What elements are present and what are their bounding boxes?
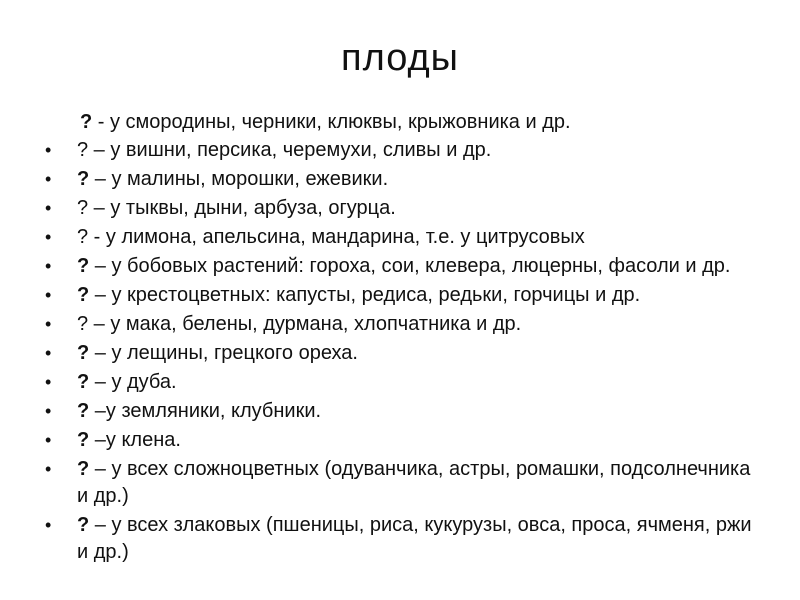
question-mark: ?	[77, 371, 90, 393]
question-mark: ?	[77, 255, 90, 277]
question-mark: ?	[77, 197, 89, 219]
bullet-dot-icon: •	[45, 256, 52, 276]
bullet-dot-icon: •	[45, 430, 52, 450]
question-mark: ?	[77, 458, 90, 480]
bullet-item	[44, 311, 764, 338]
bullet-item	[44, 369, 764, 396]
bullet-item	[44, 340, 764, 367]
bullet-dot-icon: •	[45, 343, 52, 363]
question-mark: ?	[77, 429, 90, 451]
question-mark: ?	[77, 139, 89, 161]
bullet-item	[44, 282, 764, 309]
bullet-item	[44, 137, 764, 164]
bullet-dot-icon: •	[45, 401, 52, 421]
question-mark: ?	[77, 342, 90, 364]
bullet-dot-icon: •	[45, 169, 52, 189]
lead-line	[80, 108, 571, 137]
bullet-dot-icon: •	[45, 314, 52, 334]
bullet-text: – у лещины, грецкого ореха.	[89, 342, 358, 364]
bullet-text: - у лимона, апельсина, мандарина, т.е. у цитрусовых	[88, 226, 585, 248]
bullet-item	[44, 427, 764, 454]
bullet-text: –у земляники, клубники.	[89, 400, 322, 422]
bullet-dot-icon: •	[45, 459, 52, 479]
bullet-text: – у вишни, персика, черемухи, сливы и др.	[88, 139, 492, 161]
question-mark: ?	[77, 168, 90, 190]
bullet-dot-icon: •	[45, 198, 52, 218]
question-mark: ?	[80, 111, 93, 133]
bullet-text: – у тыквы, дыни, арбуза, огурца.	[88, 197, 396, 219]
bullet-text: – у крестоцветных: капусты, редиса, редьки, горчицы и др.	[89, 284, 641, 306]
bullet-text: – у малины, морошки, ежевики.	[89, 168, 389, 190]
bullet-dot-icon: •	[45, 515, 52, 535]
bullet-item	[44, 398, 764, 425]
question-mark: ?	[77, 400, 90, 422]
bullet-text: –у клена.	[89, 429, 181, 451]
bullet-dot-icon: •	[45, 140, 52, 160]
bullet-item	[44, 456, 764, 510]
bullet-dot-icon: •	[45, 285, 52, 305]
bullet-item	[44, 166, 764, 193]
bullet-item	[44, 224, 764, 251]
question-mark: ?	[77, 284, 90, 306]
slide-title: плоды	[341, 37, 459, 79]
bullet-text: – у дуба.	[89, 371, 177, 393]
question-mark: ?	[77, 313, 89, 335]
question-mark: ?	[77, 514, 90, 536]
lead-text: - у смородины, черники, клюквы, крыжовника и др.	[92, 111, 571, 133]
bullet-text: – у бобовых растений: гороха, сои, клевера, люцерны, фасоли и др.	[89, 255, 731, 277]
bullet-dot-icon: •	[45, 372, 52, 392]
bullet-dot-icon: •	[45, 227, 52, 247]
bullet-item	[44, 512, 764, 566]
bullet-text: – у всех сложноцветных (одуванчика, астры, ромашки, подсолнечника и др.)	[77, 458, 751, 507]
bullet-text: – у всех злаковых (пшеницы, риса, кукурузы, овса, проса, ячменя, ржи и др.)	[77, 514, 752, 563]
bullet-item	[44, 253, 764, 280]
bullet-text: – у мака, белены, дурмана, хлопчатника и др.	[88, 313, 522, 335]
question-mark: ?	[77, 226, 89, 248]
bullet-list	[44, 137, 764, 568]
bullet-item	[44, 195, 764, 222]
